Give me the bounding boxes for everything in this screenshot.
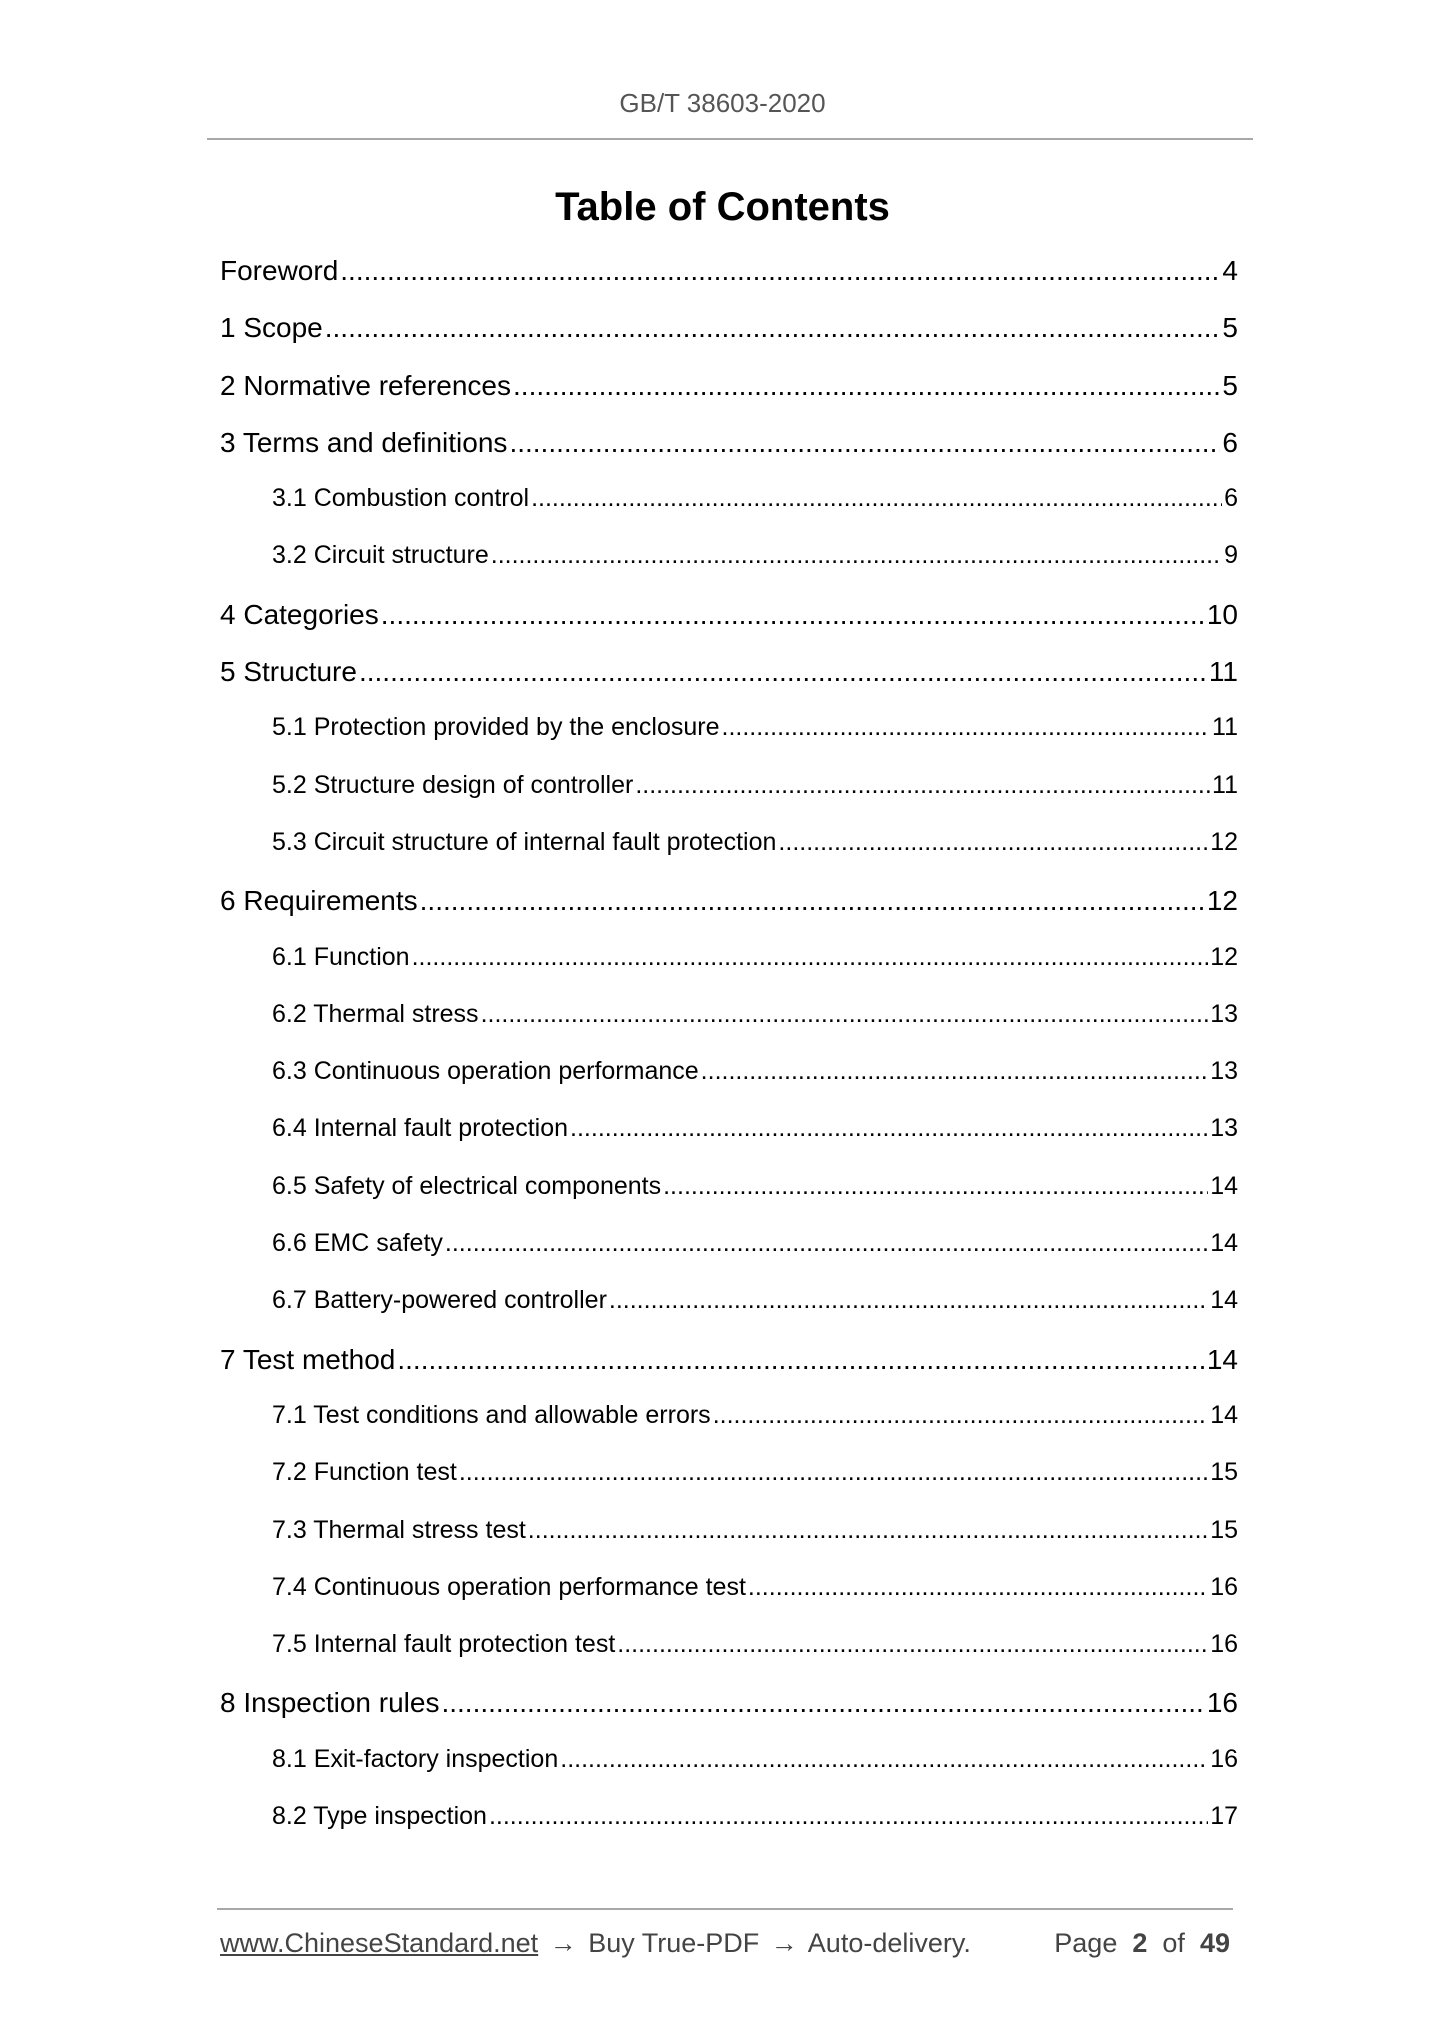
page-label: Page [1054, 1928, 1118, 1958]
toc-entry[interactable] [220, 1458, 1238, 1515]
toc-entry[interactable] [220, 771, 1238, 828]
toc-entry-title: 7.3 Thermal stress test [272, 1515, 526, 1544]
toc-entry-page: 11 [1212, 713, 1238, 742]
toc-entry-title: 6.6 EMC safety [272, 1229, 443, 1258]
toc-entry[interactable] [220, 1745, 1238, 1802]
footer-divider [217, 1908, 1233, 1910]
toc-entry-page: 6 [1222, 426, 1238, 458]
toc-entry[interactable] [220, 1286, 1238, 1343]
toc-entry-page: 12 [1206, 885, 1238, 917]
page-of-label: of [1162, 1928, 1185, 1958]
toc-entry-title: 3.1 Combustion control [272, 484, 530, 513]
toc-entry-title: 6.2 Thermal stress [272, 999, 479, 1028]
toc-entry[interactable] [220, 1172, 1238, 1229]
toc-dot-leader [420, 885, 1205, 917]
table-of-contents [220, 255, 1238, 1859]
toc-dot-leader [531, 484, 1222, 513]
toc-entry[interactable] [220, 885, 1238, 942]
toc-entry-title: 6.3 Continuous operation performance [272, 1057, 699, 1086]
page-title: Table of Contents [555, 185, 890, 229]
toc-entry-title: 5.3 Circuit structure of internal fault protection [272, 827, 777, 856]
toc-entry-page: 5 [1222, 312, 1238, 344]
toc-entry[interactable] [220, 312, 1238, 369]
toc-entry-title: 6.1 Function [272, 942, 410, 971]
toc-entry[interactable] [220, 427, 1238, 484]
toc-entry-page: 13 [1210, 999, 1238, 1028]
toc-entry-page: 5 [1222, 369, 1238, 401]
toc-entry-title: 6 Requirements [220, 885, 418, 917]
toc-entry-page: 14 [1210, 1400, 1238, 1429]
toc-dot-leader [489, 1802, 1208, 1831]
toc-entry-page: 15 [1210, 1515, 1238, 1544]
page-footer [220, 1928, 1230, 1959]
toc-dot-leader [528, 1516, 1208, 1545]
toc-entry-title: 8.2 Type inspection [272, 1802, 487, 1831]
toc-entry-title: 5.2 Structure design of controller [272, 770, 634, 799]
toc-entry-page: 16 [1210, 1572, 1238, 1601]
toc-entry-title: 3.2 Circuit structure [272, 541, 489, 570]
toc-entry-page: 12 [1210, 942, 1238, 971]
toc-dot-leader [663, 1172, 1208, 1201]
toc-entry-title: 2 Normative references [220, 369, 512, 401]
toc-entry-page: 13 [1210, 1114, 1238, 1143]
toc-dot-leader [635, 771, 1210, 800]
toc-entry-title: 6.7 Battery-powered controller [272, 1286, 607, 1315]
toc-entry[interactable] [220, 599, 1238, 656]
toc-entry-page: 11 [1208, 656, 1238, 688]
toc-entry[interactable] [220, 1802, 1238, 1859]
toc-entry-page: 14 [1210, 1171, 1238, 1200]
toc-entry-title: 5 Structure [220, 656, 357, 688]
toc-entry[interactable] [220, 1687, 1238, 1744]
toc-entry[interactable] [220, 656, 1238, 713]
toc-entry-page: 14 [1210, 1229, 1238, 1258]
toc-entry[interactable] [220, 1000, 1238, 1057]
arrow-right-icon: → [549, 1928, 577, 1958]
toc-dot-leader [570, 1114, 1208, 1143]
toc-dot-leader [459, 1458, 1208, 1487]
toc-dot-leader [560, 1745, 1208, 1774]
arrow-right-icon: → [770, 1928, 798, 1958]
toc-entry-page: 9 [1224, 541, 1238, 570]
toc-dot-leader [445, 1229, 1208, 1258]
toc-entry-page: 6 [1224, 484, 1238, 513]
toc-entry-page: 14 [1210, 1286, 1238, 1315]
toc-entry-title: 7 Test method [220, 1343, 396, 1375]
toc-dot-leader [617, 1630, 1208, 1659]
toc-entry[interactable] [220, 1114, 1238, 1171]
toc-entry-page: 14 [1206, 1343, 1238, 1375]
toc-entry-page: 4 [1222, 255, 1238, 286]
toc-dot-leader [481, 1000, 1209, 1029]
toc-entry-page: 10 [1206, 598, 1238, 630]
toc-entry[interactable] [220, 1630, 1238, 1687]
toc-dot-leader [441, 1687, 1204, 1719]
toc-entry[interactable] [220, 255, 1238, 312]
toc-dot-leader [340, 255, 1220, 287]
toc-entry-title: 5.1 Protection provided by the enclosure [272, 713, 720, 742]
auto-delivery-text: Auto-delivery. [807, 1928, 971, 1958]
buy-true-pdf-text: Buy True-PDF [588, 1928, 760, 1958]
toc-dot-leader [491, 541, 1222, 570]
toc-dot-leader [509, 427, 1220, 459]
toc-dot-leader [722, 713, 1211, 742]
toc-dot-leader [513, 370, 1220, 402]
page-indicator [1054, 1928, 1230, 1959]
toc-dot-leader [412, 943, 1209, 972]
toc-entry-title: 6.5 Safety of electrical components [272, 1171, 662, 1200]
toc-entry[interactable] [220, 943, 1238, 1000]
toc-entry-page: 13 [1210, 1057, 1238, 1086]
toc-entry-page: 15 [1210, 1458, 1238, 1487]
toc-entry[interactable] [220, 1401, 1238, 1458]
toc-dot-leader [359, 656, 1207, 688]
toc-entry-page: 17 [1210, 1802, 1238, 1831]
toc-entry-page: 12 [1210, 827, 1238, 856]
toc-entry-page: 16 [1210, 1744, 1238, 1773]
toc-entry-title: 7.2 Function test [272, 1458, 457, 1487]
current-page-number: 2 [1132, 1928, 1148, 1958]
toc-entry[interactable] [220, 1516, 1238, 1573]
toc-entry-title: 7.4 Continuous operation performance test [272, 1572, 746, 1601]
website-link[interactable]: www.ChineseStandard.net [220, 1928, 539, 1958]
toc-entry[interactable] [220, 484, 1238, 541]
toc-entry-page: 16 [1210, 1630, 1238, 1659]
toc-dot-leader [397, 1344, 1204, 1376]
total-page-count: 49 [1199, 1928, 1230, 1958]
toc-dot-leader [381, 599, 1205, 631]
toc-entry-page: 11 [1212, 770, 1238, 799]
toc-entry-page: 16 [1206, 1687, 1238, 1719]
toc-entry[interactable] [220, 1344, 1238, 1401]
toc-dot-leader [701, 1057, 1209, 1086]
toc-entry-title: 3 Terms and definitions [220, 426, 508, 458]
toc-dot-leader [609, 1286, 1208, 1315]
toc-entry[interactable] [220, 1573, 1238, 1630]
toc-entry-title: 6.4 Internal fault protection [272, 1114, 569, 1143]
header-divider [207, 138, 1253, 140]
toc-entry[interactable] [220, 1057, 1238, 1114]
toc-entry-title: 8 Inspection rules [220, 1687, 440, 1719]
running-header: GB/T 38603-2020 [619, 88, 826, 118]
toc-entry-title: 8.1 Exit-factory inspection [272, 1744, 559, 1773]
toc-dot-leader [748, 1573, 1208, 1602]
toc-entry-title: Foreword [220, 255, 339, 286]
toc-dot-leader [713, 1401, 1209, 1430]
toc-dot-leader [325, 312, 1221, 344]
toc-entry-title: 4 Categories [220, 598, 379, 630]
toc-entry[interactable] [220, 370, 1238, 427]
toc-entry[interactable] [220, 541, 1238, 598]
toc-entry-title: 7.1 Test conditions and allowable errors [272, 1400, 711, 1429]
toc-entry[interactable] [220, 828, 1238, 885]
toc-dot-leader [778, 828, 1208, 857]
toc-entry[interactable] [220, 713, 1238, 770]
toc-entry-title: 1 Scope [220, 312, 323, 344]
toc-entry[interactable] [220, 1229, 1238, 1286]
toc-entry-title: 7.5 Internal fault protection test [272, 1630, 616, 1659]
